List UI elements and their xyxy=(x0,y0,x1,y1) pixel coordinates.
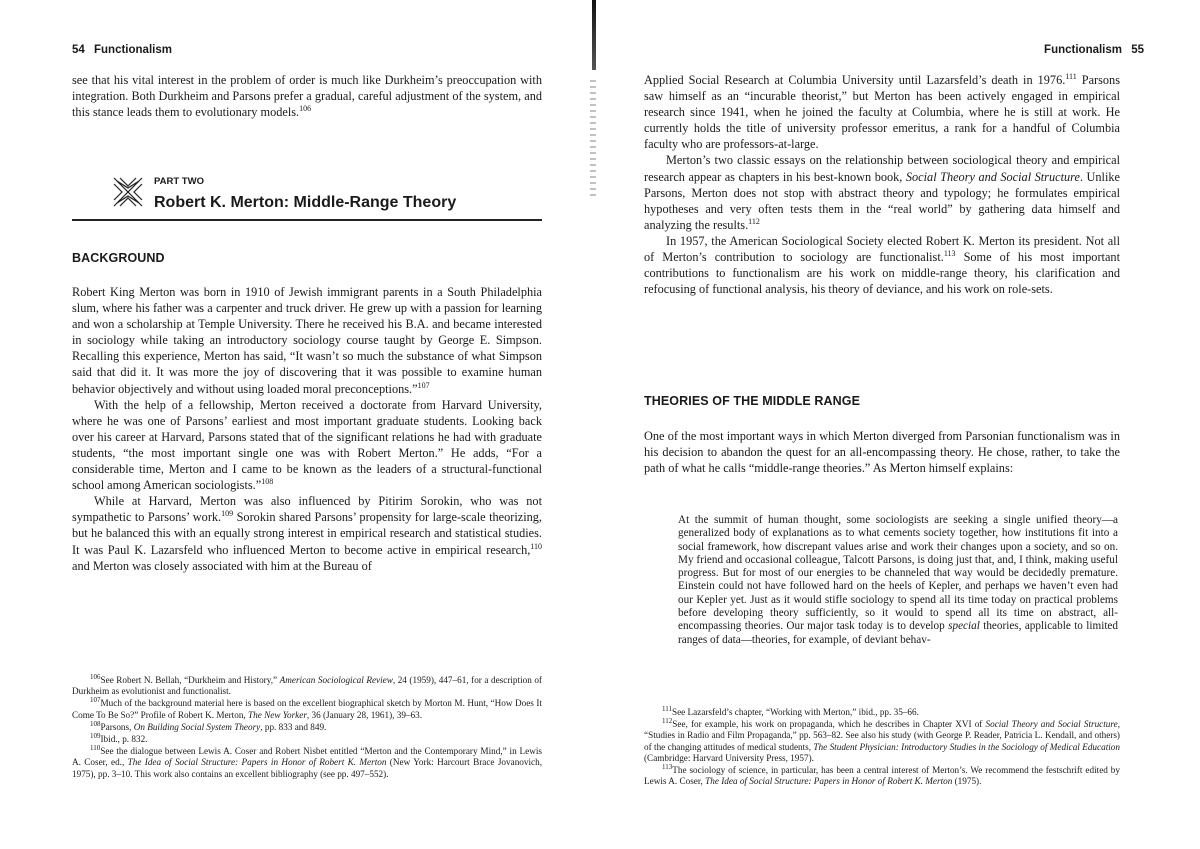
block-quote xyxy=(678,514,1118,647)
right-body-top xyxy=(644,72,1120,297)
part-title: Robert K. Merton: Middle-Range Theory xyxy=(154,194,457,211)
footnote-title: Social Theory and Social Structure xyxy=(985,719,1118,730)
paragraph xyxy=(72,284,542,397)
right-page xyxy=(600,0,1200,849)
footnote-text: , 24 (1959), 447–61, for a description of Durkheim as evolutionist and functionalist. xyxy=(72,675,542,697)
footnote-number: 106 xyxy=(90,673,101,681)
paragraph-text: Some of his most important contributions to functionalism are his work on middle-range theory, his clarification and refocusing of functional analysis, his theory of deviance, and his work on role-sets. xyxy=(644,250,1120,297)
footnote-number: 109 xyxy=(90,732,101,741)
paragraph xyxy=(72,493,542,573)
background-body xyxy=(72,284,542,574)
running-head-title-left: Functionalism xyxy=(94,44,172,56)
paragraph xyxy=(644,152,1120,232)
footnote-text: , 36 (January 28, 1961), 39–63. xyxy=(306,709,422,720)
intro-paragraph-block xyxy=(72,72,542,120)
paragraph xyxy=(644,428,1120,476)
footnote-ref: 108 xyxy=(261,477,274,487)
running-head-left xyxy=(72,44,172,56)
gutter-marks xyxy=(590,80,596,200)
paragraph-text: One of the most important ways in which Merton diverged from Parsonian functionalism was in his decision to abandon the quest for an all-encompassing theory. He chose, rather, to take the path of what he calls “middle-range theories.” As Merton himself explains: xyxy=(644,429,1120,476)
footnote-title: American Sociological Review xyxy=(279,675,393,685)
intro-paragraph xyxy=(72,72,542,120)
footnote xyxy=(72,746,542,780)
paragraph-text: Sorokin shared Parsons’ propensity for large-scale theorizing, but he balanced this with an equally strong interest in empirical research and statistical studies. It was Paul K. Lazarsfeld who influenced Merton to become active in empirical research, xyxy=(72,510,543,557)
footnote xyxy=(72,675,542,697)
paragraph xyxy=(644,233,1120,297)
paragraph-text: In 1957, the American Sociological Society elected Robert K. Merton its president. Not all of Merton’s contribution to sociology are functionalist. xyxy=(644,233,1120,265)
ornament-icon xyxy=(112,176,144,208)
footnotes-left xyxy=(72,675,542,781)
footnote-ref: 109 xyxy=(221,509,234,519)
footnote-ref: 112 xyxy=(748,216,760,226)
paragraph-text: and Merton was closely associated with him at the Bureau of xyxy=(72,558,372,573)
footnote-text: , “Studies in Radio and Film Propaganda,” pp. 563–82. See also his study (with George P. Reader, Patricia L. Kendall, and others) of the changing attitudes of medical students, xyxy=(644,719,1121,752)
divider xyxy=(72,219,542,221)
section-heading-middle-range: THEORIES OF THE MIDDLE RANGE xyxy=(644,394,861,408)
gutter-shadow xyxy=(592,0,596,70)
book-title: Social Theory and Social Structure xyxy=(905,169,1080,184)
part-label: PART TWO xyxy=(154,176,204,187)
footnote-text: The sociology of science, in particular, has been a central interest of Merton’s. We recommend the festschrift edited by Lewis A. Coser, xyxy=(644,765,1120,787)
running-head-title-right: Functionalism xyxy=(1044,44,1122,56)
page-number-right: 55 xyxy=(1131,44,1144,56)
footnote-ref: 111 xyxy=(1065,72,1077,81)
running-head-right xyxy=(1044,44,1144,56)
footnote xyxy=(644,765,1120,787)
footnote xyxy=(72,719,542,733)
paragraph-text: Robert King Merton was born in 1910 of Jewish immigrant parents in a South Philadelphia slum, where his father was a carpenter and truck driver. He grew up with a passion for learning and won a scholarship at Temple University. There he received his B.A. and became interested in sociology while taking an introductory sociology course taught by George E. Simpson. Recalling this experience, Merton has said, “It wasn’t so much the substance of what Simpson said that did it. It was more the joy of discovering that it was possible to examine human behavior objectively and without using loaded moral preconceptions.” xyxy=(72,285,542,396)
paragraph-text: . Unlike Parsons, Merton does not stop with abstract theory and typology; he formulates empirical hypotheses and very often tests them in the “real world” by gathering data himself and analyzing the results. xyxy=(644,169,1120,232)
footnote xyxy=(72,734,542,745)
footnote-title: The Idea of Social Structure: Papers in Honor of Robert K. Merton xyxy=(705,776,953,787)
footnote-text: See the dialogue between Lewis A. Coser and Robert Nisbet entitled “Merton and the Contemporary Mind,” in Lewis A. Coser, ed., xyxy=(72,746,542,768)
section-heading-background: BACKGROUND xyxy=(72,251,165,265)
footnote-text: Ibid., p. 832. xyxy=(100,734,148,745)
footnote-title: On Building Social System Theory xyxy=(133,721,261,732)
footnote-number: 111 xyxy=(662,705,672,713)
footnote xyxy=(644,719,1120,764)
footnotes-right xyxy=(644,707,1120,788)
footnote-number: 110 xyxy=(90,744,101,753)
paragraph xyxy=(644,72,1120,152)
footnote xyxy=(644,707,1120,718)
footnote-text: (New York: Harcourt Brace Jovanovich, 1975), pp. 3–10. This work also contains an excellent bibliography (see pp. 497–552). xyxy=(72,757,542,779)
paragraph-text: While at Harvard, Merton was also influenced by Pitirim Sorokin, who was not sympathetic to Parsons’ work. xyxy=(72,494,542,525)
quote-emphasis: special xyxy=(948,620,980,633)
paragraph-text: Applied Social Research at Columbia University until Lazarsfeld’s death in 1976. xyxy=(644,73,1066,87)
left-page xyxy=(0,0,590,849)
quote-text: At the summit of human thought, some sociologists are seeking a single unified theory—a generalized body of explanations as to what cements society together, how institutions fit into a social framework, how discrepant values arise and work their changes upon a society, and so on. My friend and occasional colleague, Talcott Parsons, is doing just that, and, I think, making useful progress. But for most of our energies to be channeled that way would be decidedly premature. Einstein could not have followed hard on the heels of Kepler, and perhaps we haven’t even had our Kepler yet. Just as it would stifle sociology to spend all its time today on practical problems before developing theory sufficiently, so it would to spend all its time on abstract, all-encompassing theories. Our major task today is to develop xyxy=(678,514,1118,633)
footnote-text: Much of the background material here is based on the excellent biographical sketch by Morton M. Hunt, “How Does It Come To Be So?” Profile of Robert K. Merton, xyxy=(72,698,542,720)
footnote-title: The Student Physician: Introductory Studies in the Sociology of Medical Education xyxy=(813,741,1120,752)
footnote-text: Parsons, xyxy=(100,721,134,732)
footnote-ref: 107 xyxy=(417,380,430,390)
footnote-text: See, for example, his work on propaganda, which he describes in Chapter XVI of xyxy=(672,719,986,730)
middle-range-body xyxy=(644,428,1120,476)
paragraph-text: With the help of a fellowship, Merton received a doctorate from Harvard University, where he was one of Parsons’ earliest and most important graduate students. Looking back over his career at Harvard, Parsons stated that of the significant relations he had with graduate students, “the most important single one was with Robert Merton.” He adds, “For a considerable time, Merton and I came to be known as the leaders of a structural-functional school among American sociologists.” xyxy=(72,397,542,493)
page-number-left: 54 xyxy=(72,44,85,56)
footnote-text: (Cambridge: Harvard University Press, 1957). xyxy=(644,752,814,763)
footnote-text: See Lazarsfeld’s chapter, “Working with Merton,” ibid., pp. 35–66. xyxy=(671,707,919,717)
paragraph xyxy=(72,397,542,494)
footnote-ref: 106 xyxy=(299,104,312,114)
footnote-title: The Idea of Social Structure: Papers in Honor of Robert K. Merton xyxy=(127,757,387,768)
footnote-number: 112 xyxy=(662,717,673,726)
footnote-title: The New Yorker xyxy=(248,709,307,720)
paragraph-text: Merton’s two classic essays on the relationship between sociological theory and empirical research appear as chapters in his best-known book, xyxy=(644,153,1120,184)
footnote-ref: 110 xyxy=(530,541,542,551)
footnote-text: See Robert N. Bellah, “Durkheim and History,” xyxy=(100,675,280,685)
footnote xyxy=(72,698,542,720)
footnote-text: (1975). xyxy=(952,776,982,787)
footnote-number: 107 xyxy=(90,696,101,705)
footnote-ref: 113 xyxy=(943,249,956,259)
footnote-number: 108 xyxy=(90,719,101,728)
paragraph-text: Parsons saw himself as an “incurable theorist,” but Merton has been actively engaged in empirical research since 1941, when he joined the faculty at Columbia, where he is still at work. He currently holds the title of university professor emeritus, a rank for a handful of Columbia faculty who are professors-at-large. xyxy=(644,73,1120,152)
footnote-text: , pp. 833 and 849. xyxy=(260,721,327,732)
intro-text: see that his vital interest in the problem of order is much like Durkheim’s preoccupation with integration. Both Durkheim and Parsons prefer a gradual, careful adjustment of the system, and this stance leads them to evolutionary models. xyxy=(72,73,542,120)
quote-text: theories, applicable to limited ranges of data—theories, for example, of deviant behav- xyxy=(678,620,1118,646)
footnote-number: 113 xyxy=(662,763,673,772)
